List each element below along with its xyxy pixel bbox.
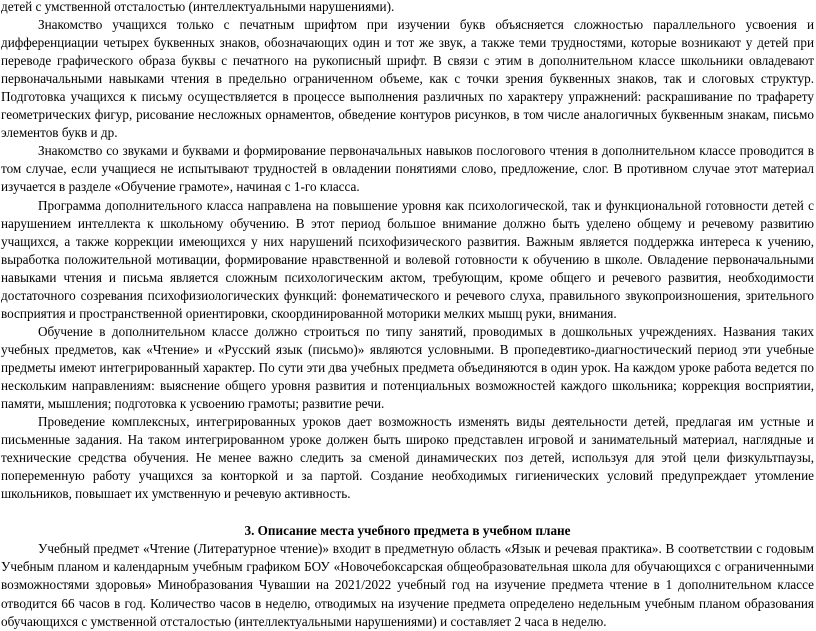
paragraph-training: Обучение в дополнительном классе должно строиться по типу занятий, проводимых в дошкольных учреждениях. Названия таких учебных предметов, как «Чтение» и «Русский язык (письмо)» являются условными. В пропедевтико-диагностический период эти учебные предметы имеют интегрированный характер. По сути эти два учебных предмета объединяются в один урок. На каждом уроке работа ведется по нескольким направлениям: выяснение общего уровня развития и потенциальных возможностей каждого школьника; коррекция восприятии, памяти, мышления; подготовка к усвоению грамоты; развитие речи. [1,323,814,412]
paragraph-integrated-lessons: Проведение комплексных, интегрированных уроков дает возможность изменять виды деятельности детей, предлагая им устные и письменные задания. На таком интегрированном уроке должен быть широко представлен игровой и занимательный материал, наглядные и технические средства обучения. Не менее важно следить за сменой динамических поз детей, используя для этой цели физкультпаузы, попеременную работу учащихся за конторкой и за партой. Создание необходимых гигиенических условий предупреждает утомление школьников, повышает их умственную и речевую активность. [1,414,814,502]
paragraph-curriculum: Учебный предмет «Чтение (Литературное чтение)» входит в предметную область «Язык и речевая практика». В соответствии с годовым Учебным планом и календарным учебным графиком БОУ «Новочебоксарская общеобразовательная школа для обучающихся с ограниченными возможностями здоровья» Минобразования Чувашии на 2021/2022 учебный год на изучение предмета чтение в 1 дополнительном классе отводится 66 часов в год. Количество часов в неделю, отводимых на изучение предмета определено недельным учебным планом образования обучающихся с умственной отсталостью (интеллектуальными нарушениями) и составляет 2 часа в неделю. [1,541,814,629]
paragraph-printed-font: Знакомство учащихся только с печатным шрифтом при изучении букв объясняется сложностью параллельного усвоения и дифференциации четырех буквенных знаков, обозначающих один и тот же звук, а также теми трудностями, которые возникают у детей при переводе графического образа буквы с печатного на рукописный шрифт. В связи с этим в дополнительном классе школьники овладевают первоначальными навыками чтения в предельно ограниченном объеме, как с точки зрения буквенных знаков, так и слоговых структур. Подготовка учащихся к письму осуществляется в процессе выполнения различных по характеру упражнений: раскрашивание по трафарету геометрических фигур, рисование несложных орнаментов, обведение контуров рисунков, в том числе аналогичных буквенным знакам, письмо элементов букв и др. [1,17,814,141]
paragraph-sounds-letters: Знакомство со звуками и буквами и формирование первоначальных навыков послогового чтения в дополнительном классе проводится в том случае, если учащиеся не испытывают трудностей в овладении понятиями слово, предложение, слог. В противном случае этот материал изучается в разделе «Обучение грамоте», начиная с 1-го класса. [1,143,814,195]
section-heading: 3. Описание места учебного предмета в учебном плане [244,523,571,539]
paragraph-program: Программа дополнительного класса направлена на повышение уровня как психологической, так и функциональной готовности детей с нарушением интеллекта к школьному обучению. В этот период большое внимание должно быть уделено общему и речевому развитию учащихся, а также коррекции имеющихся у них нарушений психофизического развития. Важным является поддержка интереса к учению, выработка положительной мотивации, формирование нравственной и волевой готовности к обучению в школе. Овладение первоначальными навыками чтения и письма является сложным психологическим актом, требующим, кроме общего и речевого развития, необходимости достаточного созревания психофизиологических функций: фонематического и речевого слуха, правильного звукопроизношения, зрительного восприятия и пространственной ориентировки, скоординированной моторики мелких мышц руки, внимания. [1,197,814,321]
paragraph-continuation: детей с умственной отсталостью (интеллектуальными нарушениями). [1,0,395,14]
